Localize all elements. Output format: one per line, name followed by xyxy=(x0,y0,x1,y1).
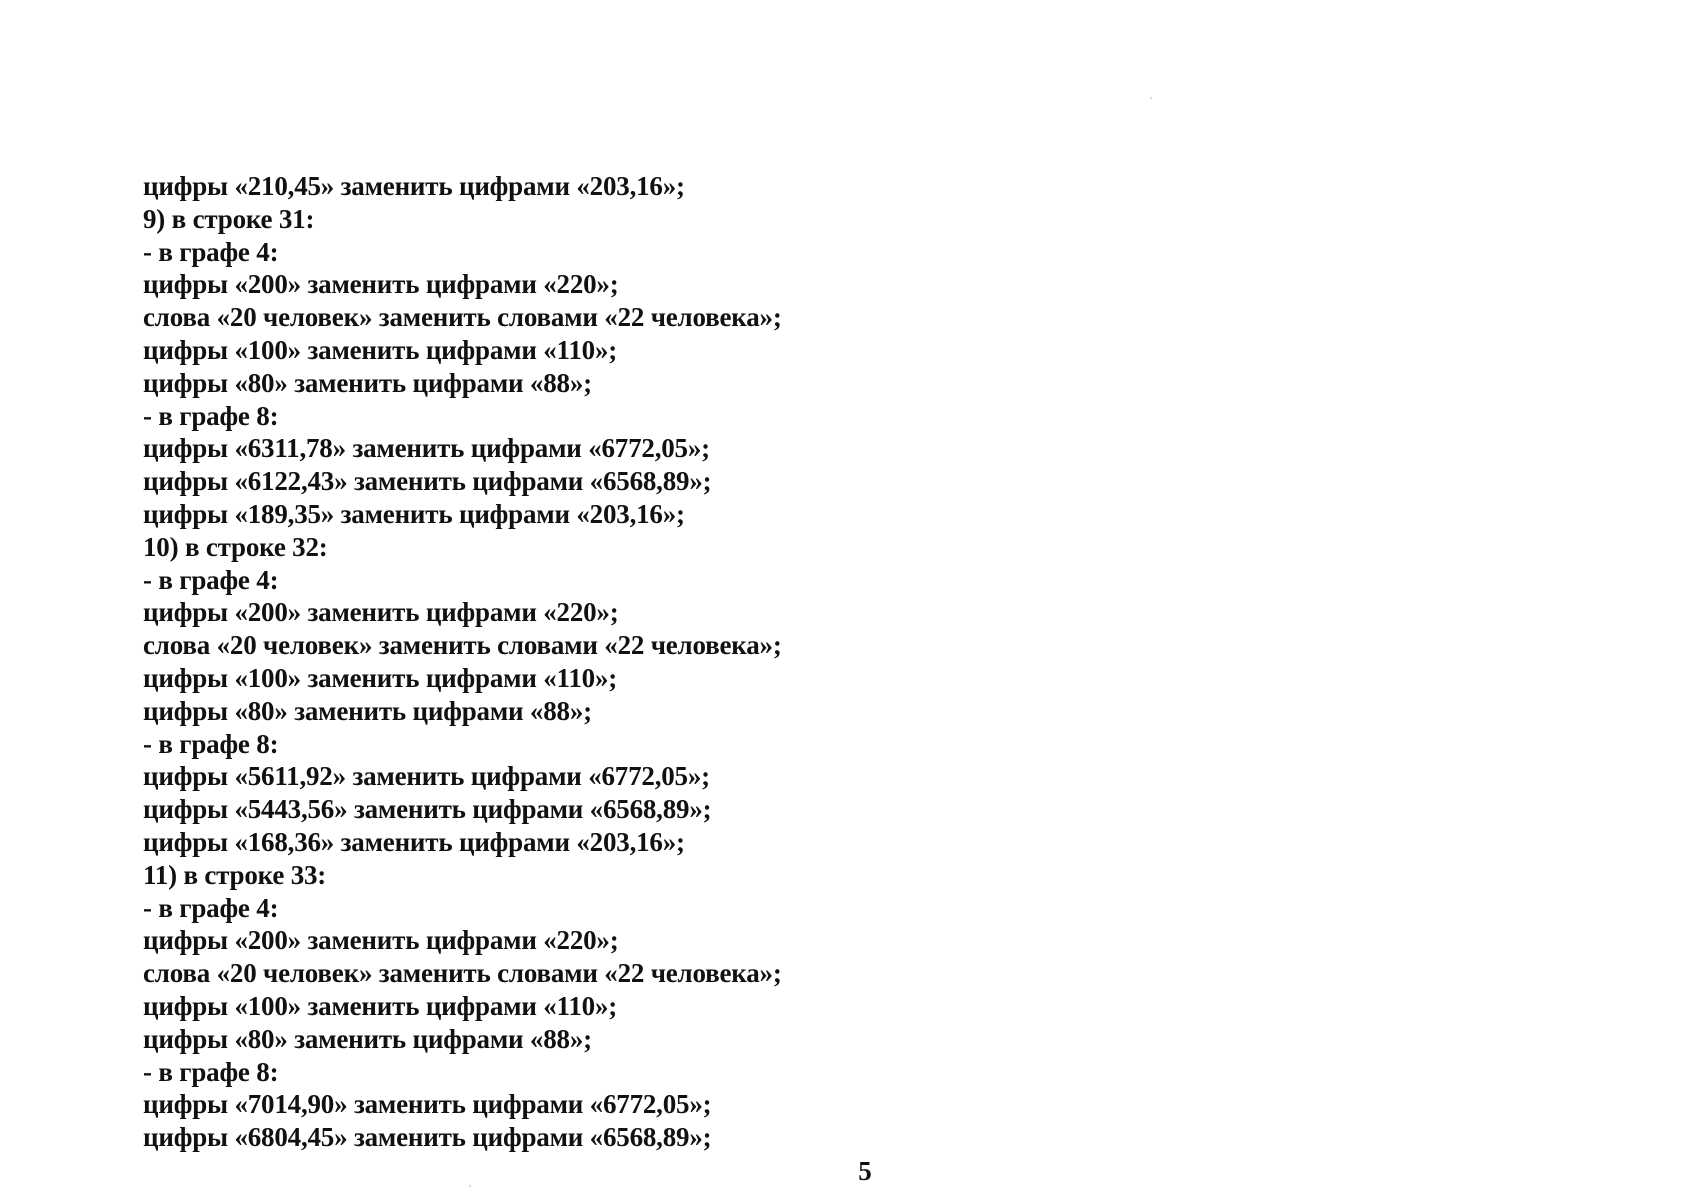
text-line: - в графе 4: xyxy=(143,564,279,595)
text-line: 10) в строке 32: xyxy=(143,531,328,562)
text-line: цифры «168,36» заменить цифрами «203,16»; xyxy=(143,826,685,857)
text-line: слова «20 человек» заменить словами «22 человека»; xyxy=(143,630,782,661)
scan-speck xyxy=(1150,97,1152,99)
text-line: 9) в строке 31: xyxy=(143,203,315,234)
text-line: цифры «189,35» заменить цифрами «203,16»; xyxy=(143,498,685,529)
text-line: цифры «80» заменить цифрами «88»; xyxy=(143,1023,592,1054)
text-line: цифры «5611,92» заменить цифрами «6772,05»; xyxy=(143,761,710,792)
text-line: цифры «6311,78» заменить цифрами «6772,05»; xyxy=(143,433,710,464)
text-line: цифры «7014,90» заменить цифрами «6772,05»; xyxy=(143,1089,712,1120)
page-number: 5 xyxy=(858,1156,872,1186)
scan-speck xyxy=(469,1185,471,1187)
text-line: 11) в строке 33: xyxy=(143,859,327,890)
text-line: цифры «100» заменить цифрами «110»; xyxy=(143,662,618,693)
text-line: цифры «100» заменить цифрами «110»; xyxy=(143,334,618,365)
text-line: цифры «6122,43» заменить цифрами «6568,89»; xyxy=(143,466,712,497)
text-line: слова «20 человек» заменить словами «22 человека»; xyxy=(143,302,782,333)
text-line: цифры «5443,56» заменить цифрами «6568,89»; xyxy=(143,794,712,825)
text-line: цифры «80» заменить цифрами «88»; xyxy=(143,367,592,398)
text-line: слова «20 человек» заменить словами «22 человека»; xyxy=(143,958,782,989)
text-line: цифры «210,45» заменить цифрами «203,16»; xyxy=(143,171,685,201)
text-line: - в графе 8: xyxy=(143,728,279,759)
text-line: - в графе 4: xyxy=(143,892,279,923)
text-line: - в графе 4: xyxy=(143,236,279,267)
text-line: - в графе 8: xyxy=(143,400,279,431)
text-line: цифры «200» заменить цифрами «220»; xyxy=(143,269,619,300)
text-line: цифры «200» заменить цифрами «220»; xyxy=(143,597,619,628)
text-line: цифры «100» заменить цифрами «110»; xyxy=(143,990,618,1021)
document-body xyxy=(143,170,903,1154)
text-line: цифры «80» заменить цифрами «88»; xyxy=(143,695,592,726)
text-line: цифры «6804,45» заменить цифрами «6568,89»; xyxy=(143,1122,712,1153)
text-line: - в графе 8: xyxy=(143,1056,279,1087)
text-line: цифры «200» заменить цифрами «220»; xyxy=(143,925,619,956)
